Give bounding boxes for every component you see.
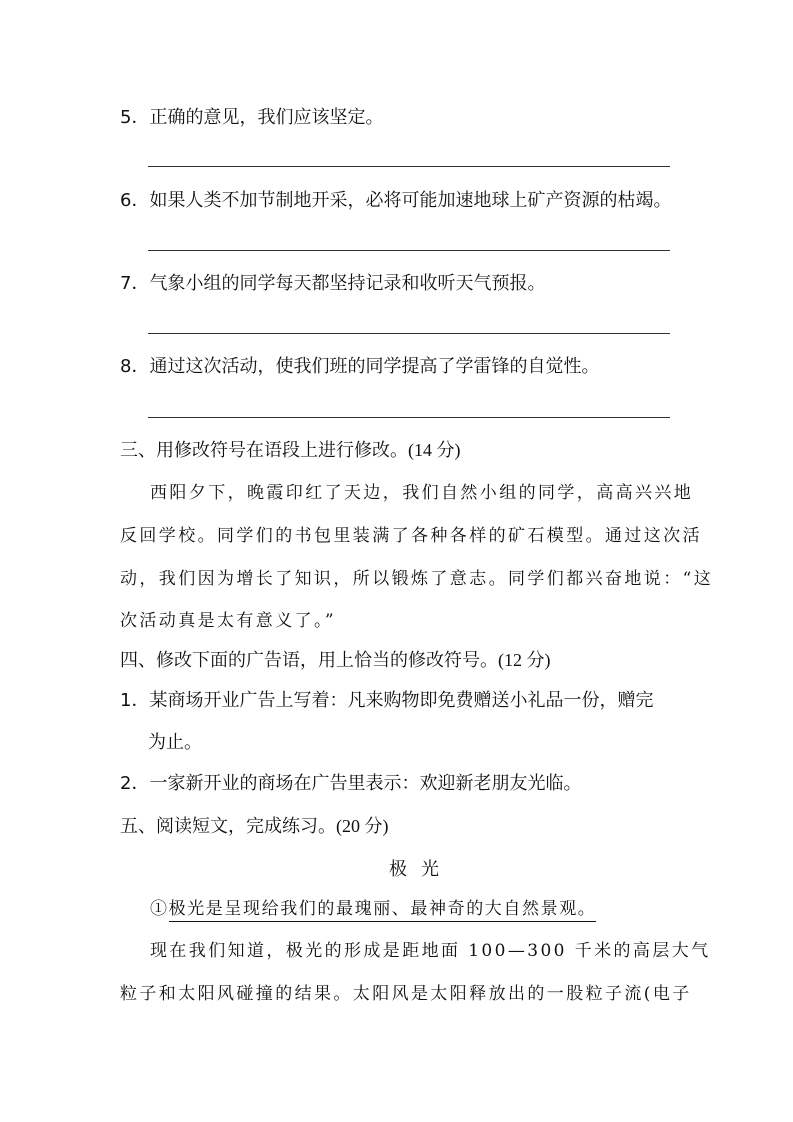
article-paragraph-line-1: 现在我们知道，极光的形成是距地面 100—300 千米的高层大气 <box>150 941 711 961</box>
article-sentence-1 <box>150 897 596 921</box>
section-4-item-1-line-1: 1．某商场开业广告上写着：凡来购物即免费赠送小礼品一份，赠完 <box>120 690 654 711</box>
section-3-paragraph-line-4: 次活动真是太有意义了。” <box>120 611 336 631</box>
answer-line-7[interactable] <box>148 333 670 334</box>
answer-line-5[interactable] <box>148 166 670 167</box>
article-title: 极光 <box>389 859 453 880</box>
question-5: 5．正确的意见，我们应该坚定。 <box>120 107 384 128</box>
article-paragraph-line-2: 粒子和太阳风碰撞的结果。太阳风是太阳释放出的一股粒子流(电子 <box>120 984 692 1004</box>
section-4-score: (12 分) <box>498 650 551 670</box>
section-5-heading <box>120 814 389 839</box>
answer-line-8[interactable] <box>148 417 670 418</box>
section-4-item-1-line-2: 为止。 <box>148 732 202 753</box>
question-7: 7．气象小组的同学每天都坚持记录和收听天气预报。 <box>120 273 546 294</box>
section-5-score: (20 分) <box>336 816 389 836</box>
question-6: 6．如果人类不加节制地开采，必将可能加速地球上矿产资源的枯竭。 <box>120 190 672 211</box>
section-3-heading <box>120 438 461 463</box>
section-4-heading <box>120 648 551 673</box>
section-5-heading-text: 五、阅读短文，完成练习。 <box>120 816 336 837</box>
section-3-paragraph-line-3: 动，我们因为增长了知识，所以锻炼了意志。同学们都兴奋地说：“这 <box>120 569 714 589</box>
section-4-item-2: 2．一家新开业的商场在广告里表示：欢迎新老朋友光临。 <box>120 773 582 794</box>
section-3-paragraph-line-2: 反回学校。同学们的书包里装满了各种各样的矿石模型。通过这次活 <box>120 526 702 546</box>
section-3-heading-text: 三、用修改符号在语段上进行修改。 <box>120 440 408 461</box>
section-4-heading-text: 四、修改下面的广告语，用上恰当的修改符号。 <box>120 650 498 671</box>
sentence-1-marker: ① <box>150 899 169 919</box>
answer-line-6[interactable] <box>148 250 670 251</box>
section-3-score: (14 分) <box>408 440 461 460</box>
question-8: 8．通过这次活动，使我们班的同学提高了学雷锋的自觉性。 <box>120 356 600 377</box>
sentence-1-underlined: 极光是呈现给我们的最瑰丽、最神奇的大自然景观。 <box>169 899 597 922</box>
section-3-paragraph-line-1: 西阳夕下，晚霞印红了天边，我们自然小组的同学，高高兴兴地 <box>150 483 694 503</box>
